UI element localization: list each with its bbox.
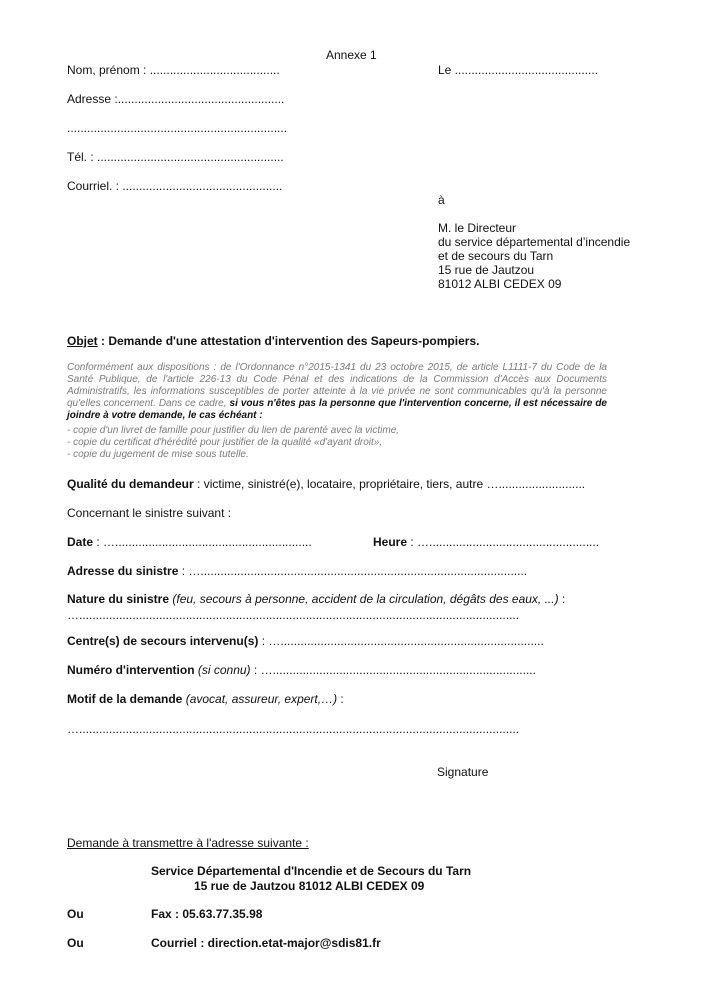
legal-note-item-2: - copie du certificat d'hérédité pour justifier de la qualité «d'ayant droit», <box>67 437 383 448</box>
nature-label: Nature du sinistre <box>67 592 170 606</box>
motif-field <box>67 692 344 707</box>
centres-dots: : …............................................................................... <box>258 634 544 648</box>
centres-field <box>67 634 544 649</box>
sender-email-line: Courriel. : ................................................ <box>67 179 283 193</box>
recipient-line-3: et de secours du Tarn <box>438 249 554 263</box>
incident-address-field <box>67 564 527 579</box>
legal-note <box>67 362 607 422</box>
time-field <box>373 535 599 550</box>
intervention-number-field <box>67 663 536 678</box>
nature-hint: (feu, secours à personne, accident de la circulation, dégâts des eaux, ...) <box>169 592 559 606</box>
transmit-heading: Demande à transmettre à l'adresse suivante : <box>67 836 309 850</box>
legal-note-item-3: - copie du jugement de mise sous tutelle. <box>67 449 249 460</box>
signature-label: Signature <box>437 765 489 779</box>
legal-note-item-1: - copie d'un livret de famille pour justifier du lien de parenté avec la victime, <box>67 425 400 436</box>
sender-address-line: Adresse :.................................................. <box>67 92 285 106</box>
sender-phone-line: Tél. : ........................................................ <box>67 150 284 164</box>
motif-label: Motif de la demande <box>67 692 183 706</box>
or-label-2: Ou <box>67 936 84 950</box>
transmit-org-line-1: Service Départemental d'Incendie et de Secours du Tarn <box>151 864 472 878</box>
date-line: Le ........................................... <box>438 63 599 77</box>
nature-field <box>67 592 565 607</box>
contact-email: Courriel : direction.etat-major@sdis81.fr <box>151 936 381 950</box>
recipient-line-2: du service départemental d’incendie <box>438 235 631 249</box>
incident-address-dots: : ….................................................................................................. <box>178 564 528 578</box>
legal-note-part-1: Conformément aux dispositions : de l'Ordonnance n°2015-1341 du 23 octobre 2015, de article L1111-7 du Code de la Santé Publique, de l'article 226-13 du Code Pénal et des indications de la Commission d'Accès aux Documents Administratifs, les informations susceptibles de porter atteinte à la vie privée ne sont communicables qu'à la personne qu'elles concernent. Dans ce cadre, <box>67 362 607 409</box>
date-dots: : …........................................................... <box>93 535 312 549</box>
nature-colon: : <box>558 592 566 606</box>
subject-label: Objet <box>67 334 98 348</box>
date-label: Date <box>67 535 94 549</box>
date-field <box>67 535 312 550</box>
motif-dots: ….................................................................................................................................... <box>67 722 520 736</box>
recipient-line-1: M. le Directeur <box>438 221 517 235</box>
sender-address-line-2: .................................................................. <box>67 121 288 135</box>
recipient-line-4: 15 rue de Jautzou <box>438 263 535 277</box>
legal-note-bold: si vous n'êtes pas la personne que l'intervention concerne, il est nécessaire de joindre à votre demande, le cas échéant <box>67 398 607 421</box>
subject <box>67 334 479 349</box>
intervention-number-dots: : …............................................................................... <box>250 663 536 677</box>
time-dots: : …................................................... <box>407 535 600 549</box>
incident-address-label: Adresse du sinistre <box>67 564 179 578</box>
motif-colon: : <box>337 692 344 706</box>
transmit-org-line-2: 15 rue de Jautzou 81012 ALBI CEDEX 09 <box>194 879 425 893</box>
annex-title: Annexe 1 <box>326 48 377 62</box>
or-label-1: Ou <box>67 907 84 921</box>
time-label: Heure <box>373 535 408 549</box>
quality-label: Qualité du demandeur <box>67 477 194 491</box>
intervention-number-hint: (si connu) <box>194 663 251 677</box>
concerning-text: Concernant le sinistre suivant : <box>67 506 232 520</box>
quality-field <box>67 477 585 492</box>
legal-note-part-2: : <box>256 410 263 421</box>
subject-text: : Demande d'une attestation d'intervention des Sapeurs-pompiers. <box>97 334 480 348</box>
intervention-number-label: Numéro d'intervention <box>67 663 195 677</box>
sender-name-line: Nom, prénom : ....................................... <box>67 63 280 77</box>
recipient-line-5: 81012 ALBI CEDEX 09 <box>438 277 562 291</box>
fax-number: Fax : 05.63.77.35.98 <box>151 907 263 921</box>
nature-dots: ….................................................................................................................................... <box>67 608 520 622</box>
quality-text: : victime, sinistré(e), locataire, propriétaire, tiers, autre ….......................... <box>193 477 586 491</box>
centres-label: Centre(s) de secours intervenu(s) <box>67 634 259 648</box>
motif-hint: (avocat, assureur, expert,…) <box>182 692 338 706</box>
recipient-to: à <box>438 193 445 207</box>
